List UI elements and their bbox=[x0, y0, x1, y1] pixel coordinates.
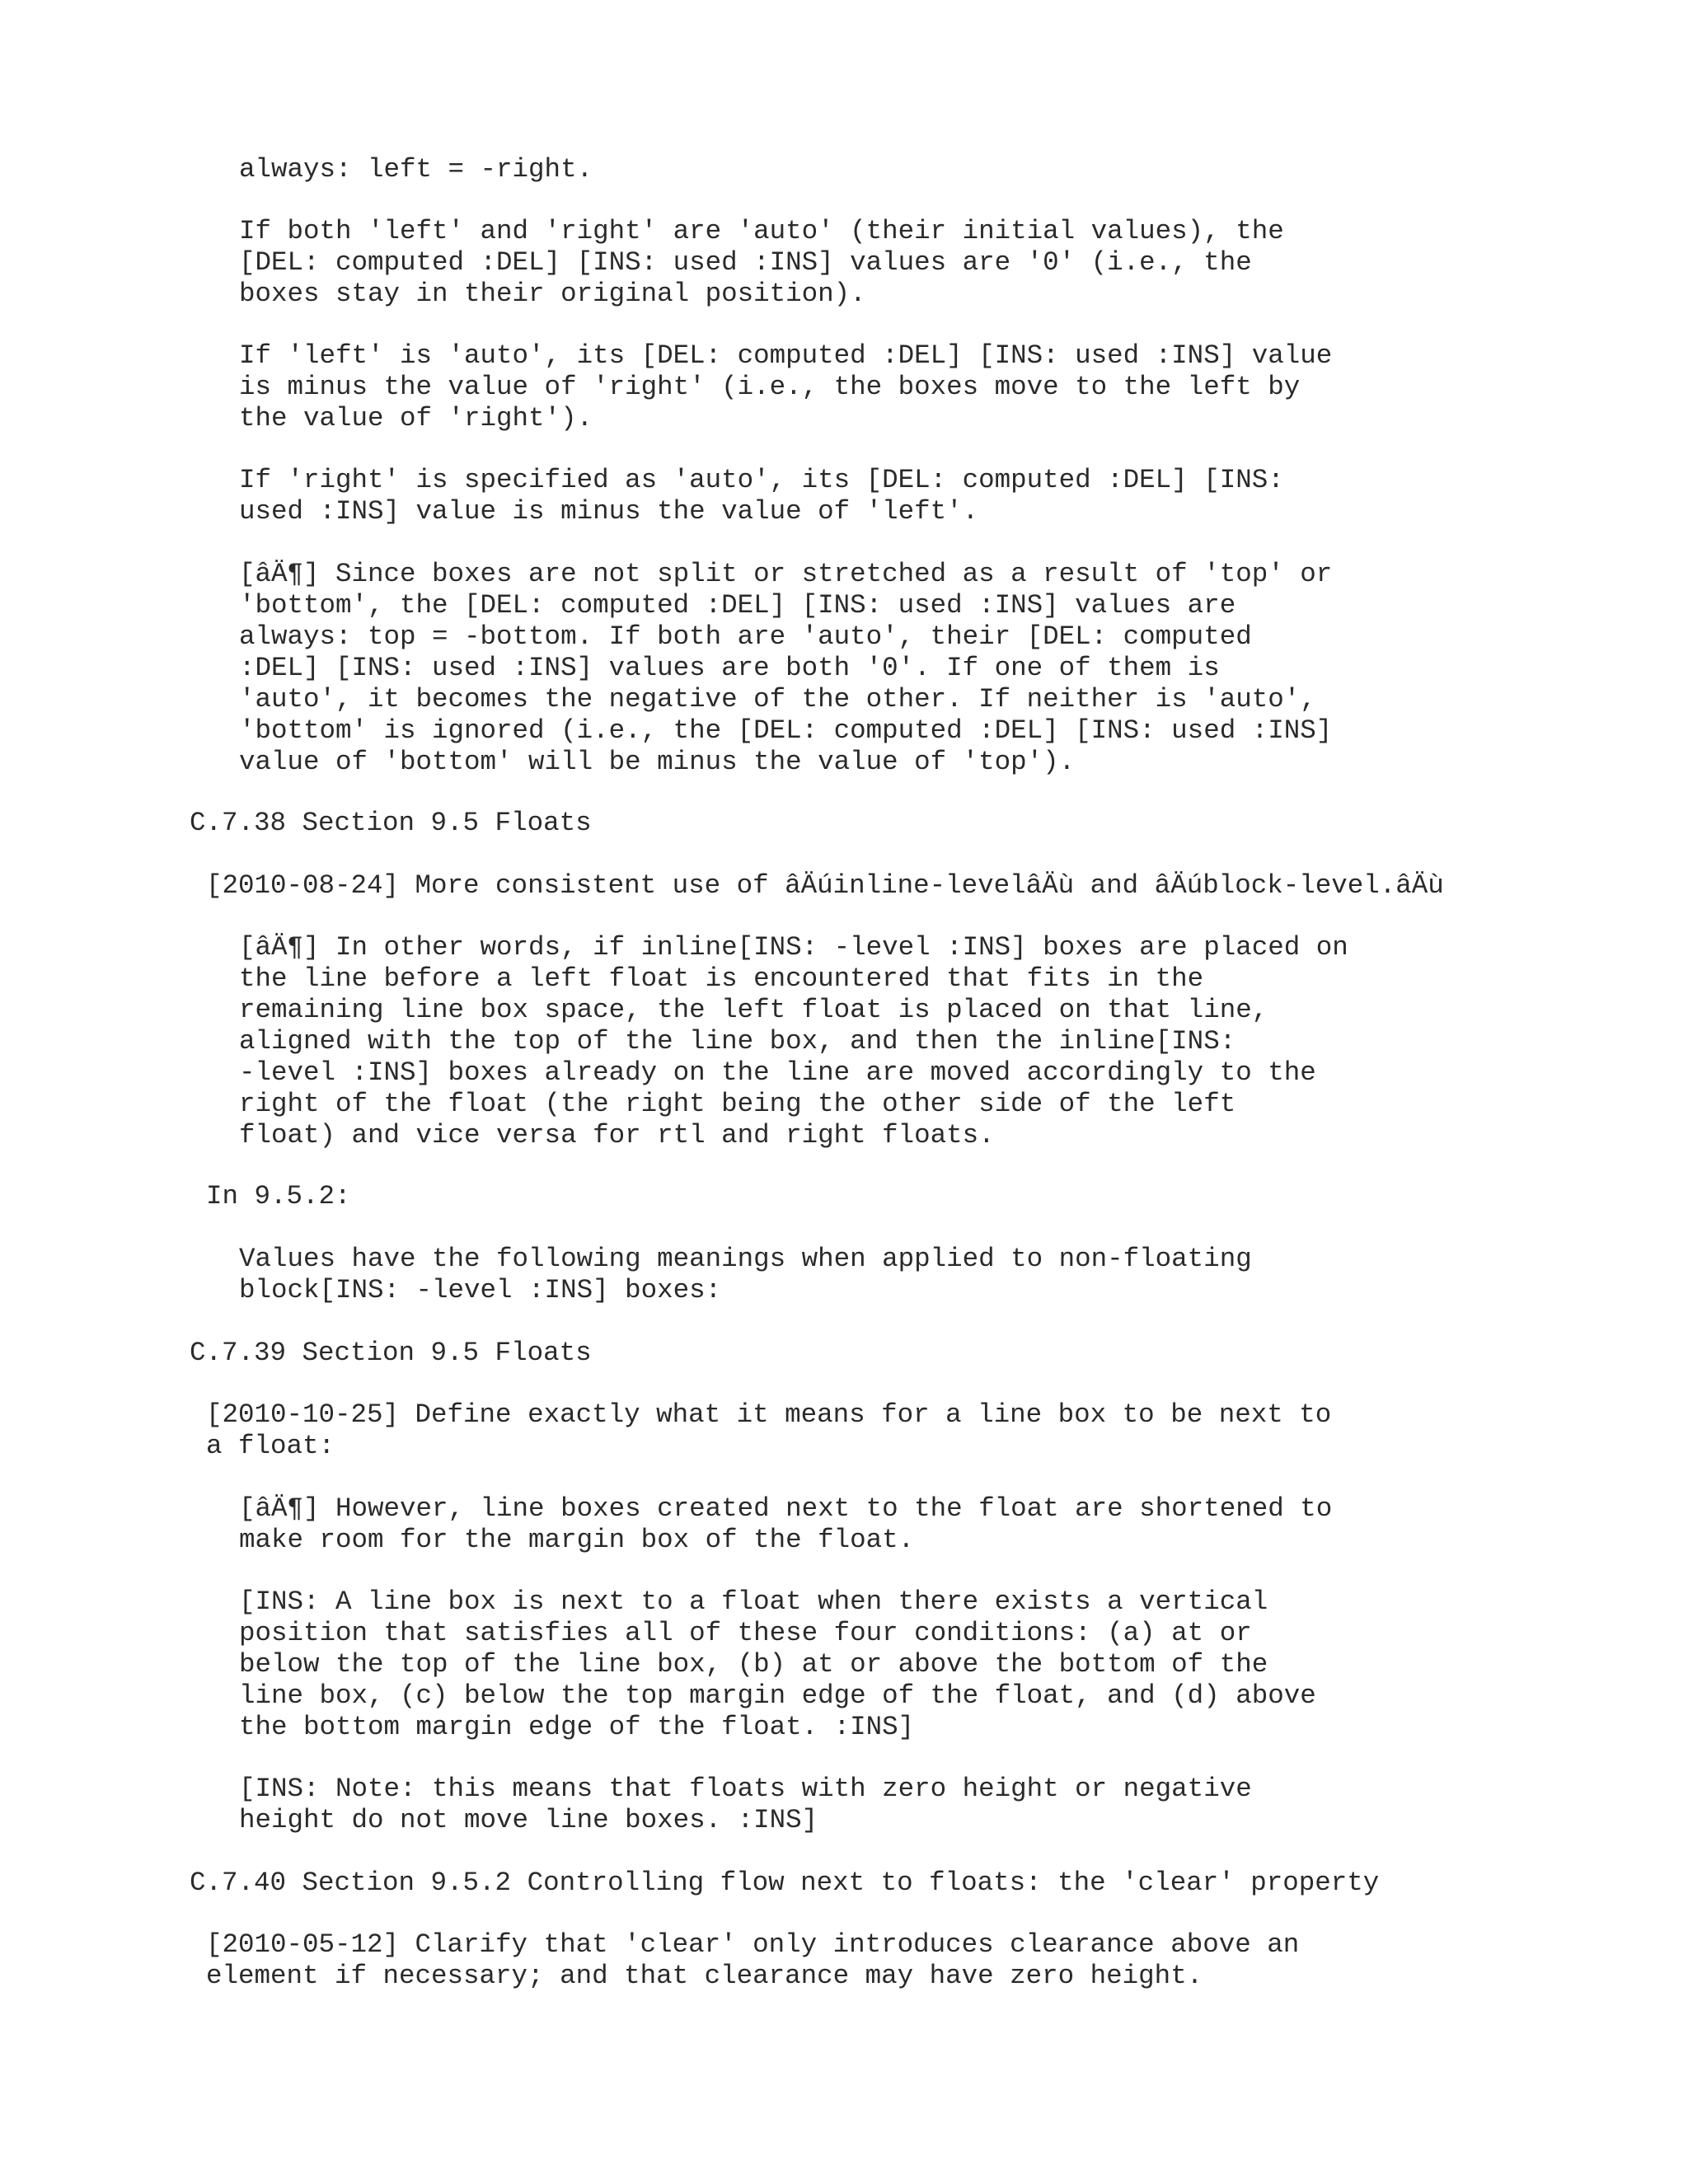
text-line: float) and vice versa for rtl and right floats. bbox=[239, 1120, 995, 1151]
text-line: [âÄ¶] Since boxes are not split or stretched as a result of 'top' or bbox=[239, 559, 1333, 589]
text-line: the bottom margin edge of the float. :INS] bbox=[239, 1712, 915, 1742]
text-line: C.7.40 Section 9.5.2 Controlling flow next to floats: the 'clear' property bbox=[190, 1868, 1380, 1898]
text-line: [DEL: computed :DEL] [INS: used :INS] values are '0' (i.e., the bbox=[239, 247, 1252, 278]
text-line: right of the float (the right being the other side of the left bbox=[239, 1089, 1236, 1119]
section-heading bbox=[190, 808, 592, 839]
text-line: the line before a left float is encountered that fits in the bbox=[239, 963, 1204, 994]
paragraph bbox=[239, 465, 1284, 527]
text-line: aligned with the top of the line box, and then the inline[INS: bbox=[239, 1026, 1236, 1057]
text-line: [INS: Note: this means that floats with zero height or negative bbox=[239, 1774, 1252, 1804]
paragraph bbox=[239, 1586, 1316, 1743]
text-line: [INS: A line box is next to a float when there exists a vertical bbox=[239, 1586, 1268, 1617]
text-line: always: top = -bottom. If both are 'auto', their [DEL: computed bbox=[239, 621, 1252, 652]
text-line: [2010-10-25] Define exactly what it means for a line box to be next to bbox=[206, 1399, 1332, 1430]
text-line: If 'left' is 'auto', its [DEL: computed :DEL] [INS: used :INS] value bbox=[239, 340, 1333, 371]
paragraph bbox=[239, 1244, 1252, 1306]
paragraph bbox=[206, 870, 1444, 902]
paragraph bbox=[239, 559, 1332, 778]
paragraph bbox=[239, 216, 1284, 310]
text-line: -level :INS] boxes already on the line are moved accordingly to the bbox=[239, 1057, 1316, 1088]
text-line: remaining line box space, the left float is placed on that line, bbox=[239, 995, 1268, 1025]
section-heading bbox=[190, 1868, 1379, 1899]
paragraph bbox=[206, 1181, 351, 1212]
text-line: 'bottom' is ignored (i.e., the [DEL: computed :DEL] [INS: used :INS] bbox=[239, 715, 1333, 746]
text-line: line box, (c) below the top margin edge of the float, and (d) above bbox=[239, 1680, 1316, 1711]
text-line: used :INS] value is minus the value of 'left'. bbox=[239, 496, 979, 527]
text-line: If both 'left' and 'right' are 'auto' (their initial values), the bbox=[239, 216, 1284, 246]
paragraph bbox=[239, 340, 1332, 434]
paragraph bbox=[239, 154, 593, 185]
text-line: always: left = -right. bbox=[239, 154, 593, 185]
text-line: element if necessary; and that clearance may have zero height. bbox=[206, 1961, 1203, 1991]
text-line: height do not move line boxes. :INS] bbox=[239, 1805, 818, 1835]
section-heading bbox=[190, 1338, 592, 1369]
text-line: [2010-05-12] Clarify that 'clear' only introduces clearance above an bbox=[206, 1929, 1300, 1960]
text-line: below the top of the line box, (b) at or above the bottom of the bbox=[239, 1649, 1268, 1680]
text-line: is minus the value of 'right' (i.e., the boxes move to the left by bbox=[239, 372, 1301, 402]
paragraph bbox=[206, 1929, 1299, 1992]
paragraph bbox=[239, 1774, 1252, 1836]
text-line: value of 'bottom' will be minus the value of 'top'). bbox=[239, 747, 1076, 777]
text-line: boxes stay in their original position). bbox=[239, 279, 866, 309]
text-line: a float: bbox=[206, 1431, 335, 1461]
text-line: C.7.38 Section 9.5 Floats bbox=[190, 808, 592, 838]
text-line: 'auto', it becomes the negative of the other. If neither is 'auto', bbox=[239, 684, 1316, 715]
text-line: In 9.5.2: bbox=[206, 1181, 351, 1212]
text-line: Values have the following meanings when applied to non-floating bbox=[239, 1244, 1252, 1274]
text-line: block[INS: -level :INS] boxes: bbox=[239, 1275, 722, 1305]
text-line: 'bottom', the [DEL: computed :DEL] [INS: used :INS] values are bbox=[239, 590, 1236, 621]
paragraph bbox=[239, 1493, 1332, 1556]
paragraph bbox=[206, 1399, 1331, 1462]
text-line: C.7.39 Section 9.5 Floats bbox=[190, 1338, 592, 1368]
text-line: the value of 'right'). bbox=[239, 403, 593, 434]
paragraph bbox=[239, 932, 1348, 1151]
text-line: [âÄ¶] In other words, if inline[INS: -level :INS] boxes are placed on bbox=[239, 932, 1348, 963]
text-line: make room for the margin box of the float. bbox=[239, 1525, 915, 1555]
text-line: [âÄ¶] However, line boxes created next to the float are shortened to bbox=[239, 1493, 1333, 1524]
text-line: :DEL] [INS: used :INS] values are both '0'. If one of them is bbox=[239, 653, 1220, 683]
text-line: If 'right' is specified as 'auto', its [DEL: computed :DEL] [INS: bbox=[239, 465, 1284, 495]
text-line: position that satisfies all of these four conditions: (a) at or bbox=[239, 1618, 1252, 1648]
text-line: [2010-08-24] More consistent use of âÄúinline-levelâÄù and âÄúblock-level.âÄù bbox=[206, 870, 1444, 901]
